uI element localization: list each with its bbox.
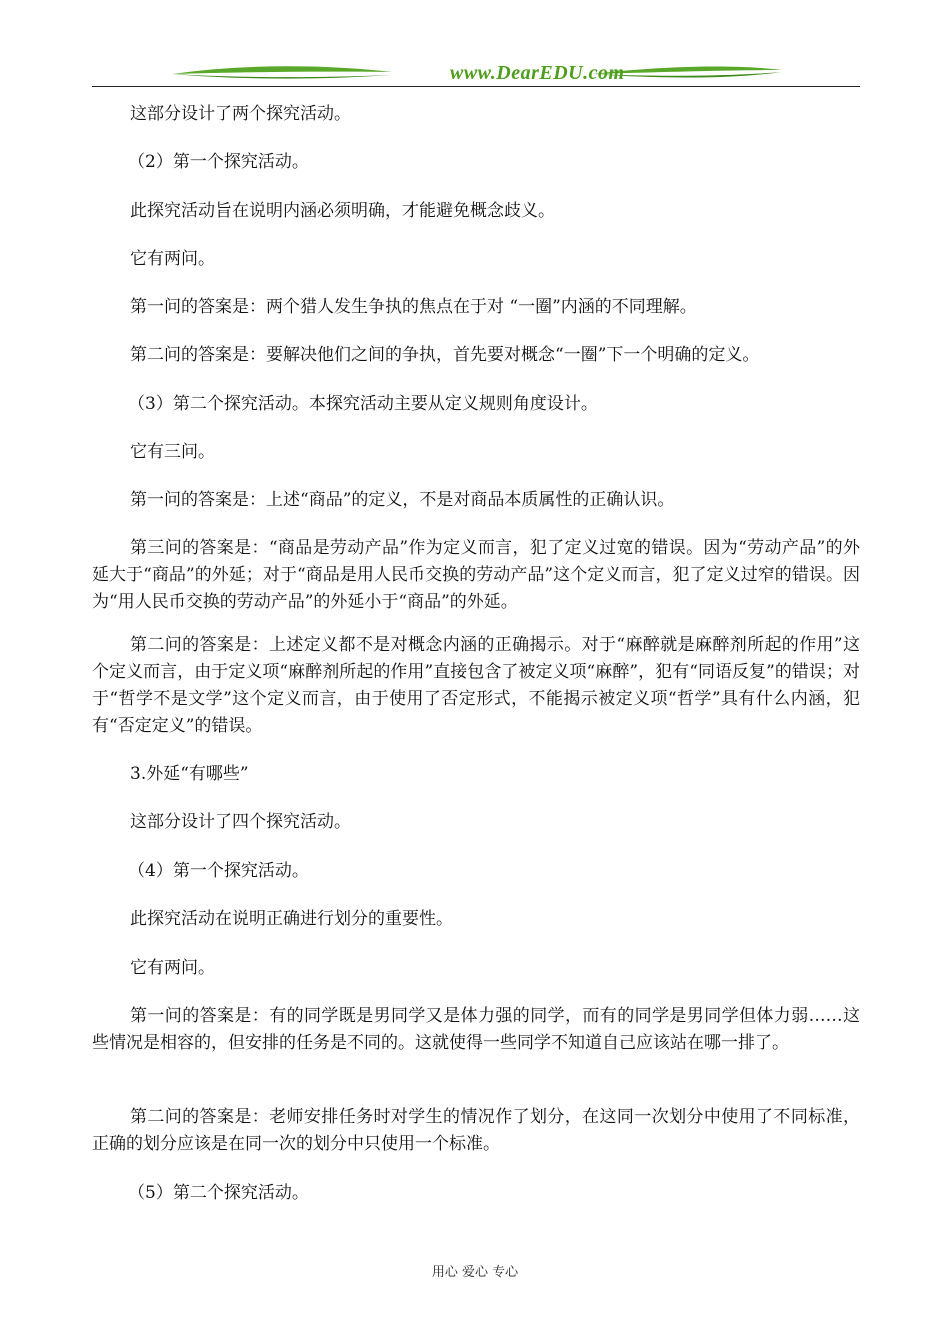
paragraph: 第一问的答案是：有的同学既是男同学又是体力强的同学，而有的同学是男同学但体力弱……这些情况是相容的，但安排的任务是不同的。这就使得一些同学不知道自己应该站在哪一排了。 [92,1006,860,1053]
section-heading: （4）第一个探究活动。 [128,861,309,881]
paragraph: 第一问的答案是：上述“商品”的定义，不是对商品本质属性的正确认识。 [130,490,675,510]
paragraph: 这部分设计了两个探究活动。 [130,104,351,124]
paragraph: 它有两问。 [130,958,215,978]
page-footer: 用心 爱心 专心 [431,1265,519,1280]
paragraph: 此探究活动在说明正确进行划分的重要性。 [130,909,453,929]
paragraph: 此探究活动旨在说明内涵必须明确，才能避免概念歧义。 [130,201,555,221]
paragraph: 它有三问。 [130,442,215,462]
site-logo-text: www.DearEDU.com [450,62,625,84]
paragraph: 第二问的答案是：要解决他们之间的争执，首先要对概念“一圈”下一个明确的定义。 [130,345,760,365]
header-divider [92,86,860,87]
page-header [92,58,860,90]
section-heading: （5）第二个探究活动。 [128,1183,309,1203]
section-heading: 3.外延“有哪些” [130,764,249,784]
paragraph: 第一问的答案是：两个猎人发生争执的焦点在于对 “一圈”内涵的不同理解。 [130,297,697,317]
paragraph: 第三问的答案是：“商品是劳动产品”作为定义而言，犯了定义过宽的错误。因为“劳动产品”的外延大于“商品”的外延；对于“商品是用人民币交换的劳动产品”这个定义而言，犯了定义过窄的错误。因为“用人民币交换的劳动产品”的外延小于“商品”的外延。 [92,538,860,612]
paragraph: 这部分设计了四个探究活动。 [130,812,351,832]
paragraph: 它有两问。 [130,249,215,269]
section-heading: （3）第二个探究活动。本探究活动主要从定义规则角度设计。 [128,394,598,414]
paragraph: 第二问的答案是：上述定义都不是对概念内涵的正确揭示。对于“麻醉就是麻醉剂所起的作用”这个定义而言，由于定义项“麻醉剂所起的作用”直接包含了被定义项“麻醉”，犯有“同语反复”的错误；对于“哲学不是文学”这个定义而言，由于使用了否定形式，不能揭示被定义项“哲学”具有什么内涵，犯有“否定定义”的错误。 [92,635,860,736]
section-heading: （2）第一个探究活动。 [128,152,309,172]
paragraph: 第二问的答案是：老师安排任务时对学生的情况作了划分，在这同一次划分中使用了不同标准，正确的划分应该是在同一次的划分中只使用一个标准。 [92,1107,860,1154]
